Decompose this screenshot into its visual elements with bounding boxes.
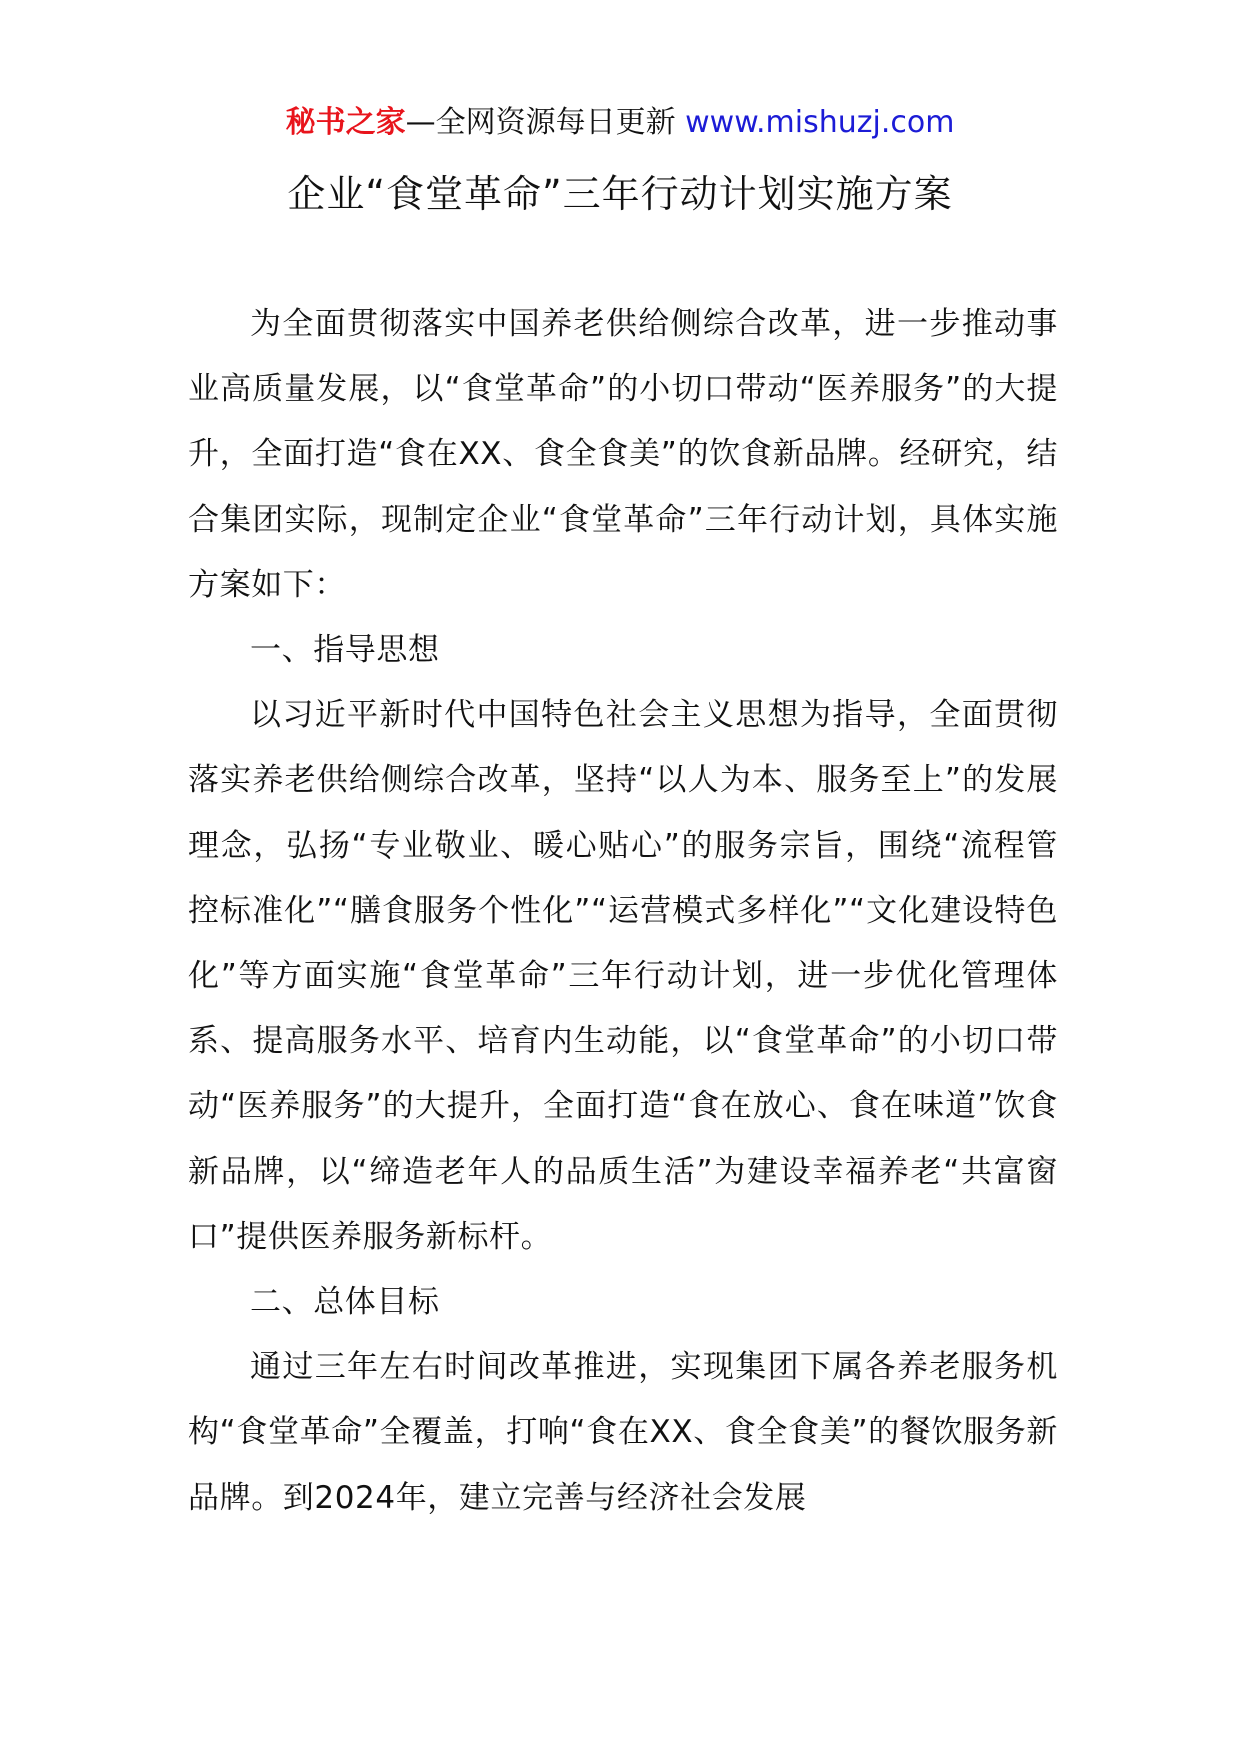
document-title: 企业“食堂革命”三年行动计划实施方案 bbox=[287, 172, 953, 216]
overall-goals-paragraph: 通过三年左右时间改革推进，实现集团下属各养老服务机构“食堂革命”全覆盖，打响“食在XX、食全食美”的餐饮服务新品牌。到2024年，建立完善与经济社会发展 bbox=[188, 1349, 1058, 1516]
site-brand: 秘书之家 bbox=[285, 105, 406, 140]
section-heading-guiding-ideology: 一、指导思想 bbox=[250, 632, 440, 669]
document-body bbox=[188, 292, 1058, 1531]
site-tagline: —全网资源每日更新 bbox=[405, 105, 676, 140]
site-header bbox=[0, 100, 1240, 146]
section-heading-overall-goals: 二、总体目标 bbox=[250, 1284, 440, 1321]
site-url-link[interactable]: www.mishuzj.com bbox=[685, 105, 955, 140]
intro-paragraph: 为全面贯彻落实中国养老供给侧综合改革，进一步推动事业高质量发展，以“食堂革命”的小切口带动“医养服务”的大提升，全面打造“食在XX、食全食美”的饮食新品牌。经研究，结合集团实际，现制定企业“食堂革命”三年行动计划，具体实施方案如下： bbox=[188, 306, 1058, 603]
guiding-ideology-paragraph: 以习近平新时代中国特色社会主义思想为指导，全面贯彻落实养老供给侧综合改革，坚持“以人为本、服务至上”的发展理念，弘扬“专业敬业、暖心贴心”的服务宗旨，围绕“流程管控标准化”“膳食服务个性化”“运营模式多样化”“文化建设特色化”等方面实施“食堂革命”三年行动计划，进一步优化管理体系、提高服务水平、培育内生动能，以“食堂革命”的小切口带动“医养服务”的大提升，全面打造“食在放心、食在味道”饮食新品牌，以“缔造老年人的品质生活”为建设幸福养老“共富窗口”提供医养服务新标杆。 bbox=[188, 697, 1058, 1255]
